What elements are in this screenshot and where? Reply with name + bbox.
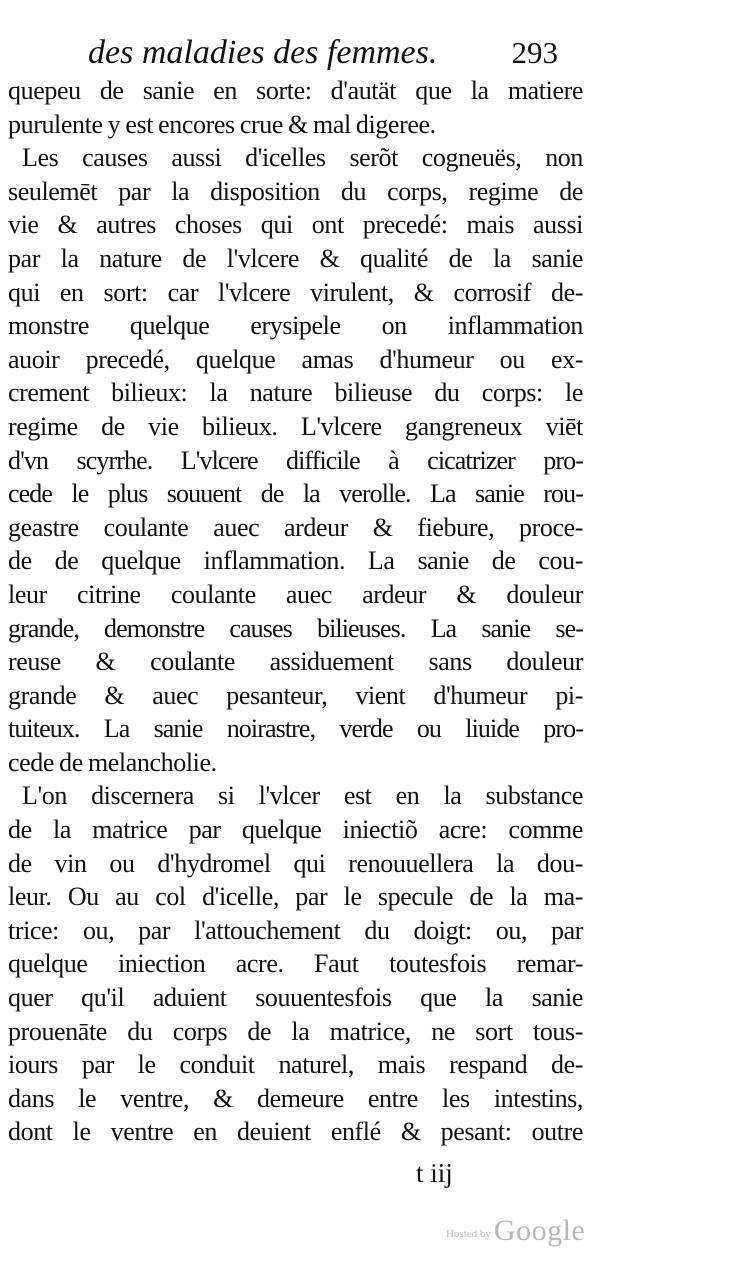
text-line: de de quelque inflammation. La sanie de cou- bbox=[8, 546, 583, 576]
text-line: cede de melancholie. bbox=[8, 747, 217, 777]
text-line: par la nature de l'vlcere & qualité de la sanie bbox=[8, 243, 583, 273]
text-line: quepeu de sanie en sorte: d'autät que la matiere bbox=[8, 76, 583, 105]
google-watermark bbox=[446, 1214, 585, 1254]
text-line: crement bilieux: la nature bilieuse du corps: le bbox=[8, 378, 583, 408]
text-line: iours par le conduit naturel, mais respand de- bbox=[8, 1050, 583, 1080]
text-line: monstre quelque erysipele on inflammation bbox=[8, 311, 583, 341]
text-line: leur. Ou au col d'icelle, par le specule de la ma- bbox=[8, 882, 583, 912]
page-number: 293 bbox=[511, 35, 558, 70]
text-line: geastre coulante auec ardeur & fiebure, proce- bbox=[8, 512, 583, 542]
text-line: de la matrice par quelque iniectiõ acre: comme bbox=[8, 815, 583, 845]
text-line: quer qu'il aduient souuentesfois que la sanie bbox=[8, 983, 583, 1013]
text-line: de vin ou d'hydromel qui renouuellera la dou- bbox=[8, 848, 583, 878]
text-line: d'vn scyrrhe. L'vlcere difficile à cicatrizer pro- bbox=[8, 445, 583, 475]
text-line: cede le plus souuent de la verolle. La sanie rou- bbox=[8, 479, 583, 509]
body-text bbox=[8, 74, 583, 1149]
text-line: prouenāte du corps de la matrice, ne sort tous- bbox=[8, 1016, 583, 1046]
text-line: tuiteux. La sanie noirastre, verde ou liuide pro- bbox=[8, 714, 583, 744]
text-line: purulente y est encores crue & mal digeree. bbox=[8, 109, 436, 139]
text-line: vie & autres choses qui ont precedé: mais aussi bbox=[8, 210, 583, 240]
text-line: dont le ventre en deuient enflé & pesant: outre bbox=[8, 1117, 583, 1147]
text-line: auoir precedé, quelque amas d'humeur ou ex- bbox=[8, 344, 583, 374]
watermark-prefix: Hosted by bbox=[446, 1228, 491, 1240]
text-line: Les causes aussi d'icelles serõt cogneuës, non bbox=[22, 143, 583, 173]
text-line: leur citrine coulante auec ardeur & douleur bbox=[8, 579, 583, 609]
signature-mark: t iij bbox=[416, 1158, 453, 1188]
text-line: grande, demonstre causes bilieuses. La sanie se- bbox=[8, 613, 583, 643]
text-line: dans le ventre, & demeure entre les intestins, bbox=[8, 1083, 583, 1113]
text-line: qui en sort: car l'vlcere virulent, & corrosif de- bbox=[8, 277, 583, 307]
running-title: des maladies des femmes. bbox=[88, 34, 438, 71]
text-line: quelque iniection acre. Faut toutesfois remar- bbox=[8, 949, 583, 979]
running-header bbox=[88, 28, 558, 78]
text-line: regime de vie bilieux. L'vlcere gangreneux viēt bbox=[8, 411, 583, 441]
text-line: grande & auec pesanteur, vient d'humeur pi- bbox=[8, 680, 583, 710]
text-line: trice: ou, par l'attouchement du doigt: ou, par bbox=[8, 915, 583, 945]
text-line: seulemēt par la disposition du corps, regime de bbox=[8, 176, 583, 206]
watermark-brand: Google bbox=[493, 1214, 586, 1247]
text-line: reuse & coulante assiduement sans douleur bbox=[8, 647, 583, 677]
text-line: L'on discernera si l'vlcer est en la substance bbox=[22, 781, 583, 811]
